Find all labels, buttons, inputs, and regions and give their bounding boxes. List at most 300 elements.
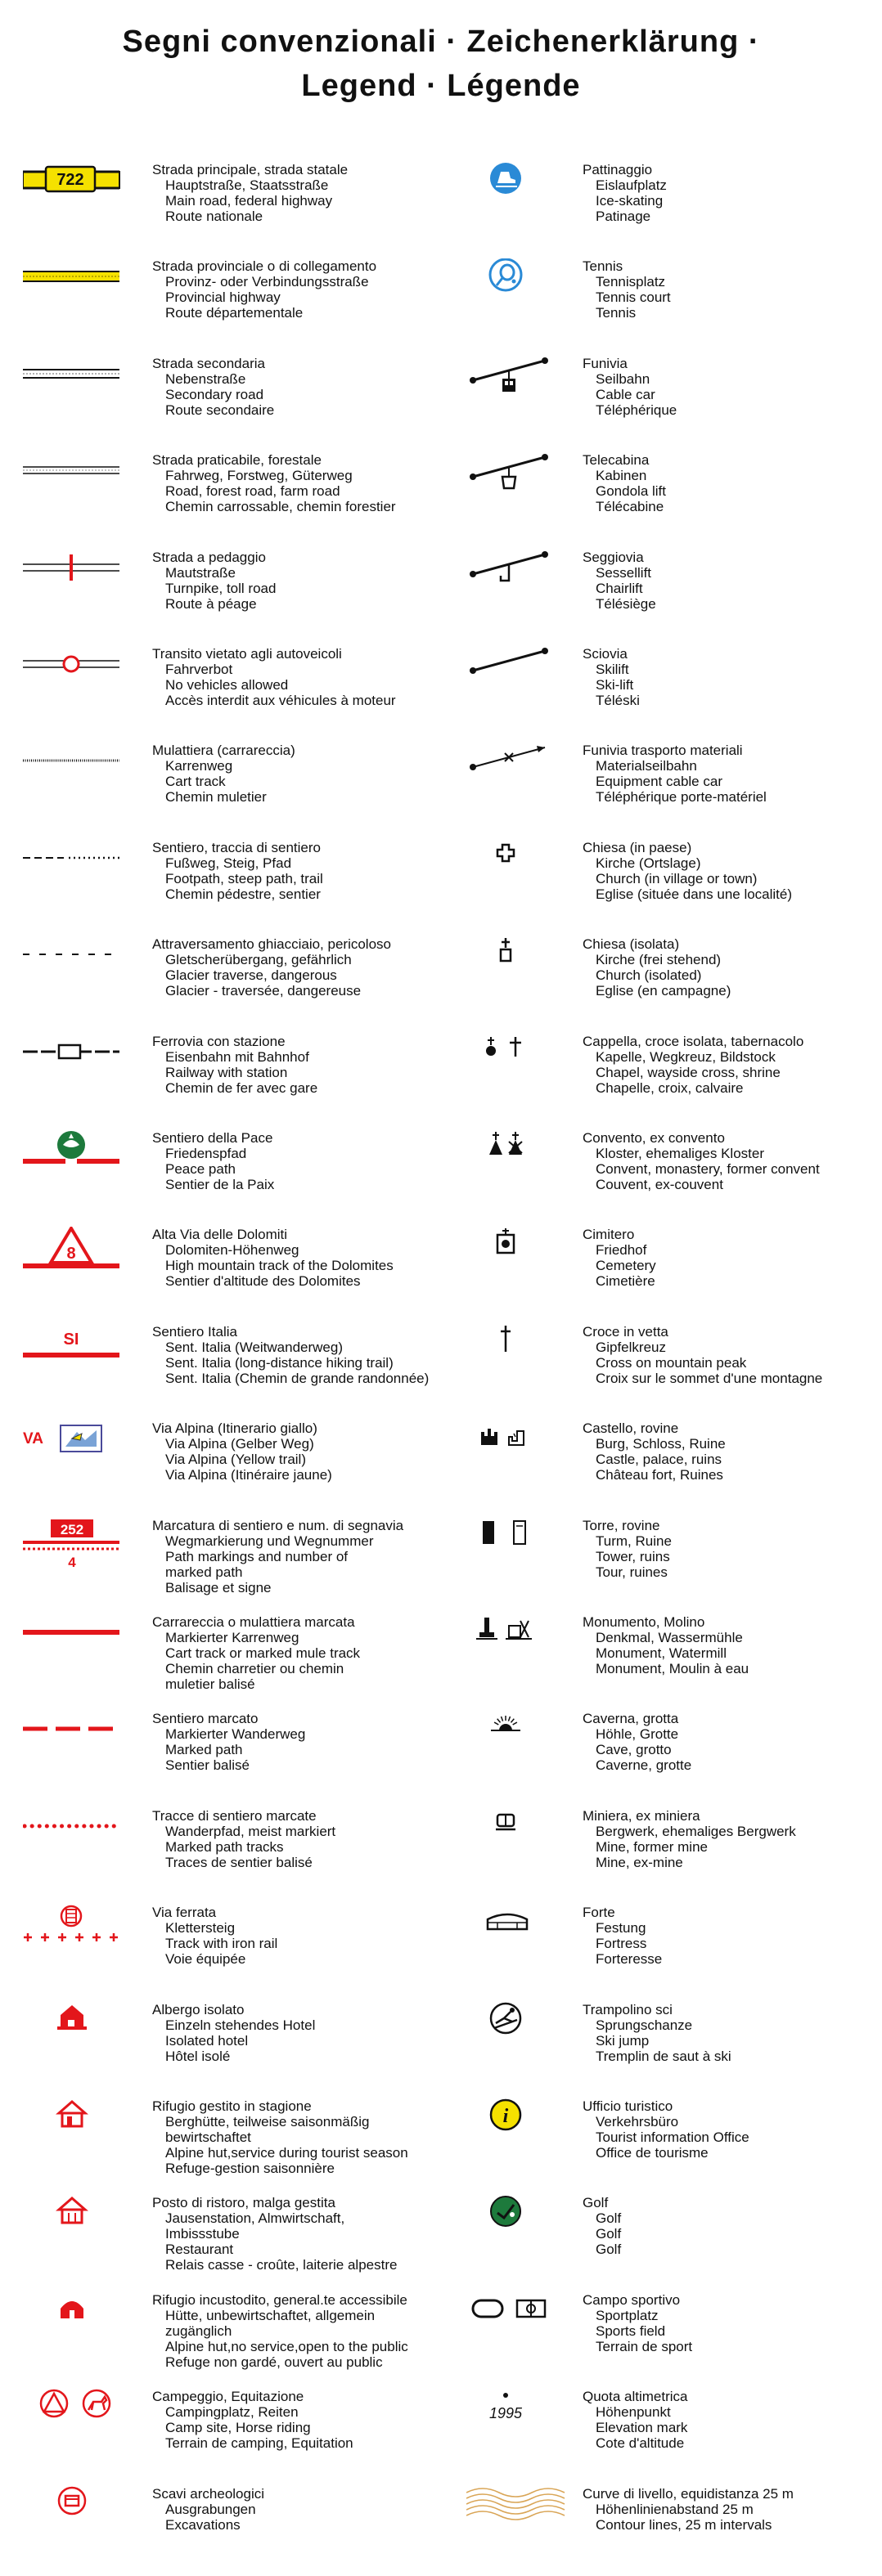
refreshment-point-icon — [23, 2195, 146, 2252]
legend-description — [152, 1808, 335, 1870]
excavations-icon — [23, 2486, 146, 2543]
legend-translation: Via Alpina (Gelber Weg) — [165, 1436, 314, 1452]
legend-main-label: Campo sportivo — [583, 2292, 681, 2308]
legend-translation: Télésiège — [596, 596, 656, 612]
legend-translation: Traces de sentier balisé — [165, 1855, 313, 1870]
legend-translation: Church (in village or town) — [596, 871, 758, 886]
legend-row-alta-via-8 — [23, 1227, 448, 1317]
legend-translation: Monument, Moulin à eau — [596, 1661, 749, 1676]
legend-translation: Jausenstation, Almwirtschaft, — [165, 2210, 345, 2226]
cable-car-icon — [466, 356, 589, 413]
legend-row-trail-marking — [23, 1518, 448, 1608]
legend-main-label: Alta Via delle Dolomiti — [152, 1227, 288, 1242]
legend-row-castle-ruins — [466, 1420, 875, 1510]
legend-translation: Château fort, Ruines — [596, 1467, 723, 1483]
legend-translation: Chemin de fer avec gare — [165, 1080, 318, 1096]
legend-description — [583, 162, 667, 224]
legend-translation: Télécabine — [596, 499, 664, 514]
legend-row-marked-cart-track — [23, 1614, 448, 1704]
legend-translation: Markierter Karrenweg — [165, 1630, 299, 1645]
legend-translation: Route départementale — [165, 305, 304, 321]
legend-translation: Tennis — [596, 305, 637, 321]
legend-row-tower-ruins — [466, 1518, 875, 1608]
legend-translation: Footpath, steep path, trail — [165, 871, 323, 886]
legend-main-label: Scavi archeologici — [152, 2486, 265, 2502]
chapel-cross-icon — [466, 1034, 589, 1091]
legend-description — [583, 743, 767, 805]
church-village-icon — [466, 840, 589, 897]
legend-translation: Materialseilbahn — [596, 758, 697, 774]
legend-description — [152, 2098, 408, 2176]
tourist-info-icon — [466, 2098, 589, 2156]
legend-translation: Sent. Italia (long-distance hiking trail) — [165, 1355, 394, 1371]
legend-translation: Denkmal, Wassermühle — [596, 1630, 743, 1645]
legend-row-provincial-road — [23, 258, 448, 348]
convent-icon — [466, 1130, 589, 1187]
ski-jump-icon — [466, 2002, 589, 2059]
svg-text:4: 4 — [68, 1555, 76, 1570]
legend-translation: Turm, Ruine — [596, 1533, 672, 1549]
legend-translation: Terrain de sport — [596, 2339, 693, 2354]
mine-icon — [466, 1808, 589, 1865]
legend-main-label: Marcatura di sentiero e num. di segnavia — [152, 1518, 404, 1533]
legend-main-label: Castello, rovine — [583, 1420, 679, 1436]
legend-translation: Markierter Wanderweg — [165, 1726, 306, 1742]
legend-description — [152, 258, 376, 321]
legend-translation: Höhenpunkt — [596, 2404, 671, 2420]
via-alpina-icon — [23, 1420, 146, 1478]
page-title-line-2: Legend · Légende — [301, 69, 581, 103]
svg-text:i: i — [502, 2106, 509, 2127]
legend-translation: Fahrweg, Forstweg, Güterweg — [165, 468, 353, 483]
legend-translation: Campingplatz, Reiten — [165, 2404, 299, 2420]
legend-translation: Monument, Watermill — [596, 1645, 727, 1661]
monument-mill-icon — [466, 1614, 589, 1672]
legend-translation: Bergwerk, ehemaliges Bergwerk — [596, 1824, 796, 1839]
legend-description — [583, 1034, 803, 1096]
legend-translation: Excavations — [165, 2517, 241, 2533]
legend-row-church-isolated — [466, 936, 875, 1026]
legend-translation: zugänglich — [165, 2323, 232, 2339]
legend-description — [152, 356, 274, 418]
legend-row-sports-field — [466, 2292, 875, 2382]
legend-main-label: Albergo isolato — [152, 2002, 245, 2017]
legend-translation: Fußweg, Steig, Pfad — [165, 855, 292, 871]
legend-translation: Chapelle, croix, calvaire — [596, 1080, 744, 1096]
legend-translation: Hôtel isolé — [165, 2049, 231, 2064]
legend-translation: Secondary road — [165, 387, 264, 402]
legend-translation: Road, forest road, farm road — [165, 483, 340, 499]
legend-description — [583, 646, 640, 708]
legend-description — [583, 1324, 822, 1386]
legend-translation: Chapel, wayside cross, shrine — [596, 1065, 781, 1080]
legend-row-toll-road — [23, 550, 448, 640]
legend-row-sentiero-italia — [23, 1324, 448, 1414]
legend-main-label: Seggiovia — [583, 550, 644, 565]
legend-translation: Sessellift — [596, 565, 652, 581]
cave-icon — [466, 1711, 589, 1768]
svg-text:8: 8 — [66, 1245, 76, 1263]
legend-translation: Mine, ex-mine — [596, 1855, 683, 1870]
legend-translation: Golf — [596, 2226, 622, 2242]
legend-description — [152, 936, 391, 999]
legend-main-label: Campeggio, Equitazione — [152, 2389, 304, 2404]
legend-main-label: Rifugio gestito in stagione — [152, 2098, 312, 2114]
legend-description — [583, 840, 792, 902]
legend-main-label: Attraversamento ghiacciaio, pericoloso — [152, 936, 391, 952]
legend-translation: Hauptstraße, Staatsstraße — [165, 177, 329, 193]
legend-translation: Chairlift — [596, 581, 643, 596]
main-road-722-icon — [23, 162, 146, 219]
legend-translation: Ausgrabungen — [165, 2502, 256, 2517]
legend-translation: Tennis court — [596, 289, 671, 305]
legend-translation: Burg, Schloss, Ruine — [596, 1436, 726, 1452]
legend-row-chapel-cross — [466, 1034, 875, 1124]
legend-description — [152, 743, 295, 805]
legend-main-label: Curve di livello, equidistanza 25 m — [583, 2486, 794, 2502]
summit-cross-icon — [466, 1324, 589, 1381]
legend-main-label: Strada a pedaggio — [152, 550, 266, 565]
legend-translation: Berghütte, teilweise saisonmäßig — [165, 2114, 370, 2129]
legend-description — [152, 646, 396, 708]
legend-description — [152, 452, 396, 514]
legend-translation: Marked path — [165, 1742, 243, 1757]
alta-via-8-icon — [23, 1227, 146, 1284]
legend-description — [583, 452, 666, 514]
legend-translation: Marked path tracks — [165, 1839, 284, 1855]
legend-translation: Chemin carrossable, chemin forestier — [165, 499, 396, 514]
legend-translation: Cross on mountain peak — [596, 1355, 747, 1371]
legend-main-label: Transito vietato agli autoveicoli — [152, 646, 342, 662]
legend-translation: Verkehrsbüro — [596, 2114, 679, 2129]
legend-translation: Relais casse - croûte, laiterie alpestre — [165, 2257, 398, 2273]
legend-translation: Provinz- oder Verbindungsstraße — [165, 274, 369, 289]
legend-description — [583, 1227, 656, 1289]
legend-translation: Imbissstube — [165, 2226, 240, 2242]
legend-main-label: Posto di ristoro, malga gestita — [152, 2195, 335, 2210]
legend-description — [152, 1034, 317, 1096]
svg-text:SI: SI — [63, 1331, 79, 1349]
legend-translation: Golf — [596, 2210, 622, 2226]
legend-description — [583, 2002, 731, 2064]
golf-icon — [466, 2195, 589, 2252]
legend-description — [583, 258, 671, 321]
legend-main-label: Cimitero — [583, 1227, 635, 1242]
legend-row-marked-trail-traces — [23, 1808, 448, 1898]
legend-translation: Klettersteig — [165, 1920, 236, 1936]
legend-translation: Refuge-gestion saisonnière — [165, 2161, 335, 2176]
legend-row-elevation-mark — [466, 2389, 875, 2479]
legend-translation: Sentier d'altitude des Dolomites — [165, 1273, 361, 1289]
legend-translation: Kirche (frei stehend) — [596, 952, 722, 967]
castle-ruins-icon — [466, 1420, 589, 1478]
legend-translation: Convent, monastery, former convent — [596, 1161, 820, 1177]
legend-description — [152, 1711, 305, 1773]
legend-translation: Kirche (Ortslage) — [596, 855, 701, 871]
legend-description — [152, 1420, 332, 1483]
legend-description — [583, 1808, 796, 1870]
legend-translation: Terrain de camping, Equitation — [165, 2435, 353, 2451]
legend-description — [583, 2195, 621, 2257]
legend-translation: Sentier balisé — [165, 1757, 250, 1773]
legend-row-footpath — [23, 840, 448, 930]
legend-row-no-vehicles — [23, 646, 448, 736]
legend-description — [583, 2486, 794, 2533]
legend-translation: High mountain track of the Dolomites — [165, 1258, 394, 1273]
legend-row-glacier-traverse — [23, 936, 448, 1026]
legend-row-chairlift — [466, 550, 875, 640]
legend-translation: Via Alpina (Yellow trail) — [165, 1452, 306, 1467]
legend-translation: Einzeln stehendes Hotel — [165, 2017, 316, 2033]
legend-description — [152, 2486, 264, 2533]
legend-translation: Glacier traverse, dangerous — [165, 967, 337, 983]
legend-row-summit-cross — [466, 1324, 875, 1414]
legend-translation: Sprungschanze — [596, 2017, 693, 2033]
legend-row-ski-jump — [466, 2002, 875, 2092]
legend-translation: Cave, grotto — [596, 1742, 672, 1757]
legend-translation: Main road, federal highway — [165, 193, 333, 209]
trail-marking-icon — [23, 1518, 146, 1575]
legend-main-label: Strada praticabile, forestale — [152, 452, 322, 468]
legend-translation: Forteresse — [596, 1951, 663, 1967]
legend-translation: Golf — [596, 2242, 622, 2257]
legend-description — [152, 1130, 274, 1192]
legend-translation: Chemin pédestre, sentier — [165, 886, 321, 902]
legend-translation: Téléski — [596, 693, 640, 708]
legend-translation: Route à péage — [165, 596, 257, 612]
legend-translation: Wegmarkierung und Wegnummer — [165, 1533, 374, 1549]
legend-main-label: Trampolino sci — [583, 2002, 673, 2017]
legend-translation: No vehicles allowed — [165, 677, 289, 693]
legend-translation: Gipfelkreuz — [596, 1340, 666, 1355]
legend-row-material-cableway — [466, 743, 875, 832]
legend-description — [583, 1711, 691, 1773]
sports-field-icon — [466, 2292, 589, 2349]
legend-translation: Kabinen — [596, 468, 647, 483]
legend-main-label: Quota altimetrica — [583, 2389, 688, 2404]
sentiero-italia-icon — [23, 1324, 146, 1381]
legend-description — [583, 936, 731, 999]
legend-description — [152, 2002, 315, 2064]
legend-translation: Cart track or marked mule track — [165, 1645, 361, 1661]
legend-main-label: Strada provinciale o di collegamento — [152, 258, 377, 274]
legend-description — [152, 1227, 394, 1289]
legend-main-label: Sentiero, traccia di sentiero — [152, 840, 321, 855]
legend-translation: Elevation mark — [596, 2420, 688, 2435]
legend-translation: Office de tourisme — [596, 2145, 709, 2161]
legend-translation: marked path — [165, 1564, 243, 1580]
svg-text:252: 252 — [60, 1522, 84, 1537]
legend-translation: Turnpike, toll road — [165, 581, 277, 596]
legend-translation: Téléphérique — [596, 402, 677, 418]
svg-text:VA: VA — [23, 1430, 43, 1447]
marked-path-icon — [23, 1711, 146, 1768]
legend-main-label: Golf — [583, 2195, 609, 2210]
legend-translation: Couvent, ex-couvent — [596, 1177, 723, 1192]
via-ferrata-icon — [23, 1905, 146, 1962]
legend-row-camping-riding — [23, 2389, 448, 2479]
legend-main-label: Tennis — [583, 258, 623, 274]
legend-row-gondola-lift — [466, 452, 875, 542]
legend-translation: Route nationale — [165, 209, 263, 224]
legend-translation: Chemin charretier ou chemin — [165, 1661, 344, 1676]
legend-translation: Isolated hotel — [165, 2033, 249, 2049]
legend-translation: Cote d'altitude — [596, 2435, 685, 2451]
marked-trail-traces-icon — [23, 1808, 146, 1865]
gondola-lift-icon — [466, 452, 589, 509]
legend-translation: Kloster, ehemaliges Kloster — [596, 1146, 764, 1161]
legend-translation: Tour, ruines — [596, 1564, 668, 1580]
legend-row-mine — [466, 1808, 875, 1898]
legend-description — [152, 840, 323, 902]
legend-row-forest-road — [23, 452, 448, 542]
legend-translation: Höhenlinienabstand 25 m — [596, 2502, 754, 2517]
legend-translation: Gletscherübergang, gefährlich — [165, 952, 352, 967]
legend-main-label: Telecabina — [583, 452, 650, 468]
material-cableway-icon — [466, 743, 589, 800]
legend-translation: Chemin muletier — [165, 789, 267, 805]
legend-main-label: Forte — [583, 1905, 615, 1920]
legend-translation: Tennisplatz — [596, 274, 666, 289]
legend-translation: Eislaufplatz — [596, 177, 667, 193]
legend-row-ice-skating — [466, 162, 875, 252]
footpath-icon — [23, 840, 146, 897]
legend-translation: Railway with station — [165, 1065, 288, 1080]
legend-translation: Path markings and number of — [165, 1549, 349, 1564]
legend-translation: Caverne, grotte — [596, 1757, 692, 1773]
legend-description — [583, 1905, 662, 1967]
legend-translation: Restaurant — [165, 2242, 234, 2257]
legend-translation: Castle, palace, ruins — [596, 1452, 722, 1467]
toll-road-icon — [23, 550, 146, 607]
legend-row-via-ferrata — [23, 1905, 448, 1995]
legend-translation: Provincial highway — [165, 289, 281, 305]
marked-cart-track-icon — [23, 1614, 146, 1672]
legend-translation: Peace path — [165, 1161, 236, 1177]
legend-row-monument-mill — [466, 1614, 875, 1704]
legend-translation: Patinage — [596, 209, 651, 224]
legend-description — [583, 1518, 672, 1580]
legend-translation: Tourist information Office — [596, 2129, 749, 2145]
legend-main-label: Sentiero marcato — [152, 1711, 259, 1726]
contour-lines-icon — [466, 2486, 589, 2543]
legend-translation: Mine, former mine — [596, 1839, 708, 1855]
legend-translation: Via Alpina (Itinéraire jaune) — [165, 1467, 332, 1483]
legend-translation: Cemetery — [596, 1258, 656, 1273]
legend-translation: Accès interdit aux véhicules à moteur — [165, 693, 396, 708]
legend-row-railway-station — [23, 1034, 448, 1124]
legend-description — [583, 2389, 688, 2451]
legend-main-label: Caverna, grotta — [583, 1711, 679, 1726]
legend-main-label: Tracce di sentiero marcate — [152, 1808, 317, 1824]
legend-translation: Téléphérique porte-matériel — [596, 789, 767, 805]
page-title-line-1: Segni convenzionali · Zeichenerklärung · — [122, 25, 760, 59]
railway-station-icon — [23, 1034, 146, 1091]
legend-row-isolated-hotel — [23, 2002, 448, 2092]
legend-row-tennis — [466, 258, 875, 348]
legend-main-label: Miniera, ex miniera — [583, 1808, 700, 1824]
legend-translation: Equipment cable car — [596, 774, 722, 789]
legend-translation: Cimetière — [596, 1273, 655, 1289]
legend-translation: Glacier - traversée, dangereuse — [165, 983, 362, 999]
legend-row-mountain-hut — [23, 2098, 448, 2188]
legend-row-golf — [466, 2195, 875, 2285]
legend-main-label: Croce in vetta — [583, 1324, 668, 1340]
elevation-mark-icon — [466, 2389, 589, 2446]
legend-translation: Sentier de la Paix — [165, 1177, 275, 1192]
tennis-icon — [466, 258, 589, 316]
legend-translation: Festung — [596, 1920, 646, 1936]
legend-main-label: Chiesa (isolata) — [583, 936, 680, 952]
legend-main-label: Monumento, Molino — [583, 1614, 705, 1630]
legend-translation: Cable car — [596, 387, 655, 402]
secondary-road-icon — [23, 356, 146, 413]
legend-translation: Balisage et signe — [165, 1580, 272, 1595]
legend-main-label: Torre, rovine — [583, 1518, 660, 1533]
legend-main-label: Strada secondaria — [152, 356, 265, 371]
legend-translation: Eglise (située dans une localité) — [596, 886, 793, 902]
church-isolated-icon — [466, 936, 589, 994]
glacier-traverse-icon — [23, 936, 146, 994]
legend-main-label: Sciovia — [583, 646, 628, 662]
legend-description — [152, 1518, 403, 1595]
legend-translation: Tremplin de saut à ski — [596, 2049, 731, 2064]
camping-riding-icon — [23, 2389, 146, 2446]
isolated-hotel-icon — [23, 2002, 146, 2059]
legend-main-label: Chiesa (in paese) — [583, 840, 692, 855]
legend-translation: muletier balisé — [165, 1676, 255, 1692]
legend-translation: Alpine hut,service during tourist season — [165, 2145, 408, 2161]
legend-main-label: Via ferrata — [152, 1905, 217, 1920]
legend-main-label: Convento, ex convento — [583, 1130, 725, 1146]
legend-row-cave — [466, 1711, 875, 1801]
legend-translation: Friedhof — [596, 1242, 647, 1258]
legend-row-church-village — [466, 840, 875, 930]
ice-skating-icon — [466, 162, 589, 219]
legend-translation: Tower, ruins — [596, 1549, 670, 1564]
legend-translation: Sports field — [596, 2323, 666, 2339]
svg-text:1995: 1995 — [488, 2405, 523, 2421]
no-vehicles-icon — [23, 646, 146, 703]
legend-row-mule-track — [23, 743, 448, 832]
legend-main-label: Mulattiera (carrareccia) — [152, 743, 295, 758]
legend-translation: Fortress — [596, 1936, 647, 1951]
legend-description — [583, 2098, 749, 2161]
legend-row-excavations — [23, 2486, 448, 2576]
legend-row-secondary-road — [23, 356, 448, 446]
legend-translation: Mautstraße — [165, 565, 236, 581]
legend-main-label: Sentiero Italia — [152, 1324, 237, 1340]
legend-translation: Voie équipée — [165, 1951, 246, 1967]
legend-row-refreshment-point — [23, 2195, 448, 2285]
legend-description — [583, 1130, 820, 1192]
legend-translation: Karrenweg — [165, 758, 233, 774]
legend-row-cable-car — [466, 356, 875, 446]
ski-lift-icon — [466, 646, 589, 703]
legend-main-label: Funivia trasporto materiali — [583, 743, 743, 758]
legend-description — [583, 2292, 692, 2354]
legend-description — [583, 550, 656, 612]
legend-translation: Church (isolated) — [596, 967, 702, 983]
legend-main-label: Funivia — [583, 356, 628, 371]
legend-description — [152, 1614, 360, 1692]
legend-translation: Wanderpfad, meist markiert — [165, 1824, 336, 1839]
legend-description — [152, 2292, 408, 2370]
legend-translation: Eglise (en campagne) — [596, 983, 731, 999]
legend-translation: Dolomiten-Höhenweg — [165, 1242, 299, 1258]
svg-text:722: 722 — [56, 171, 84, 189]
peace-path-icon — [23, 1130, 146, 1187]
